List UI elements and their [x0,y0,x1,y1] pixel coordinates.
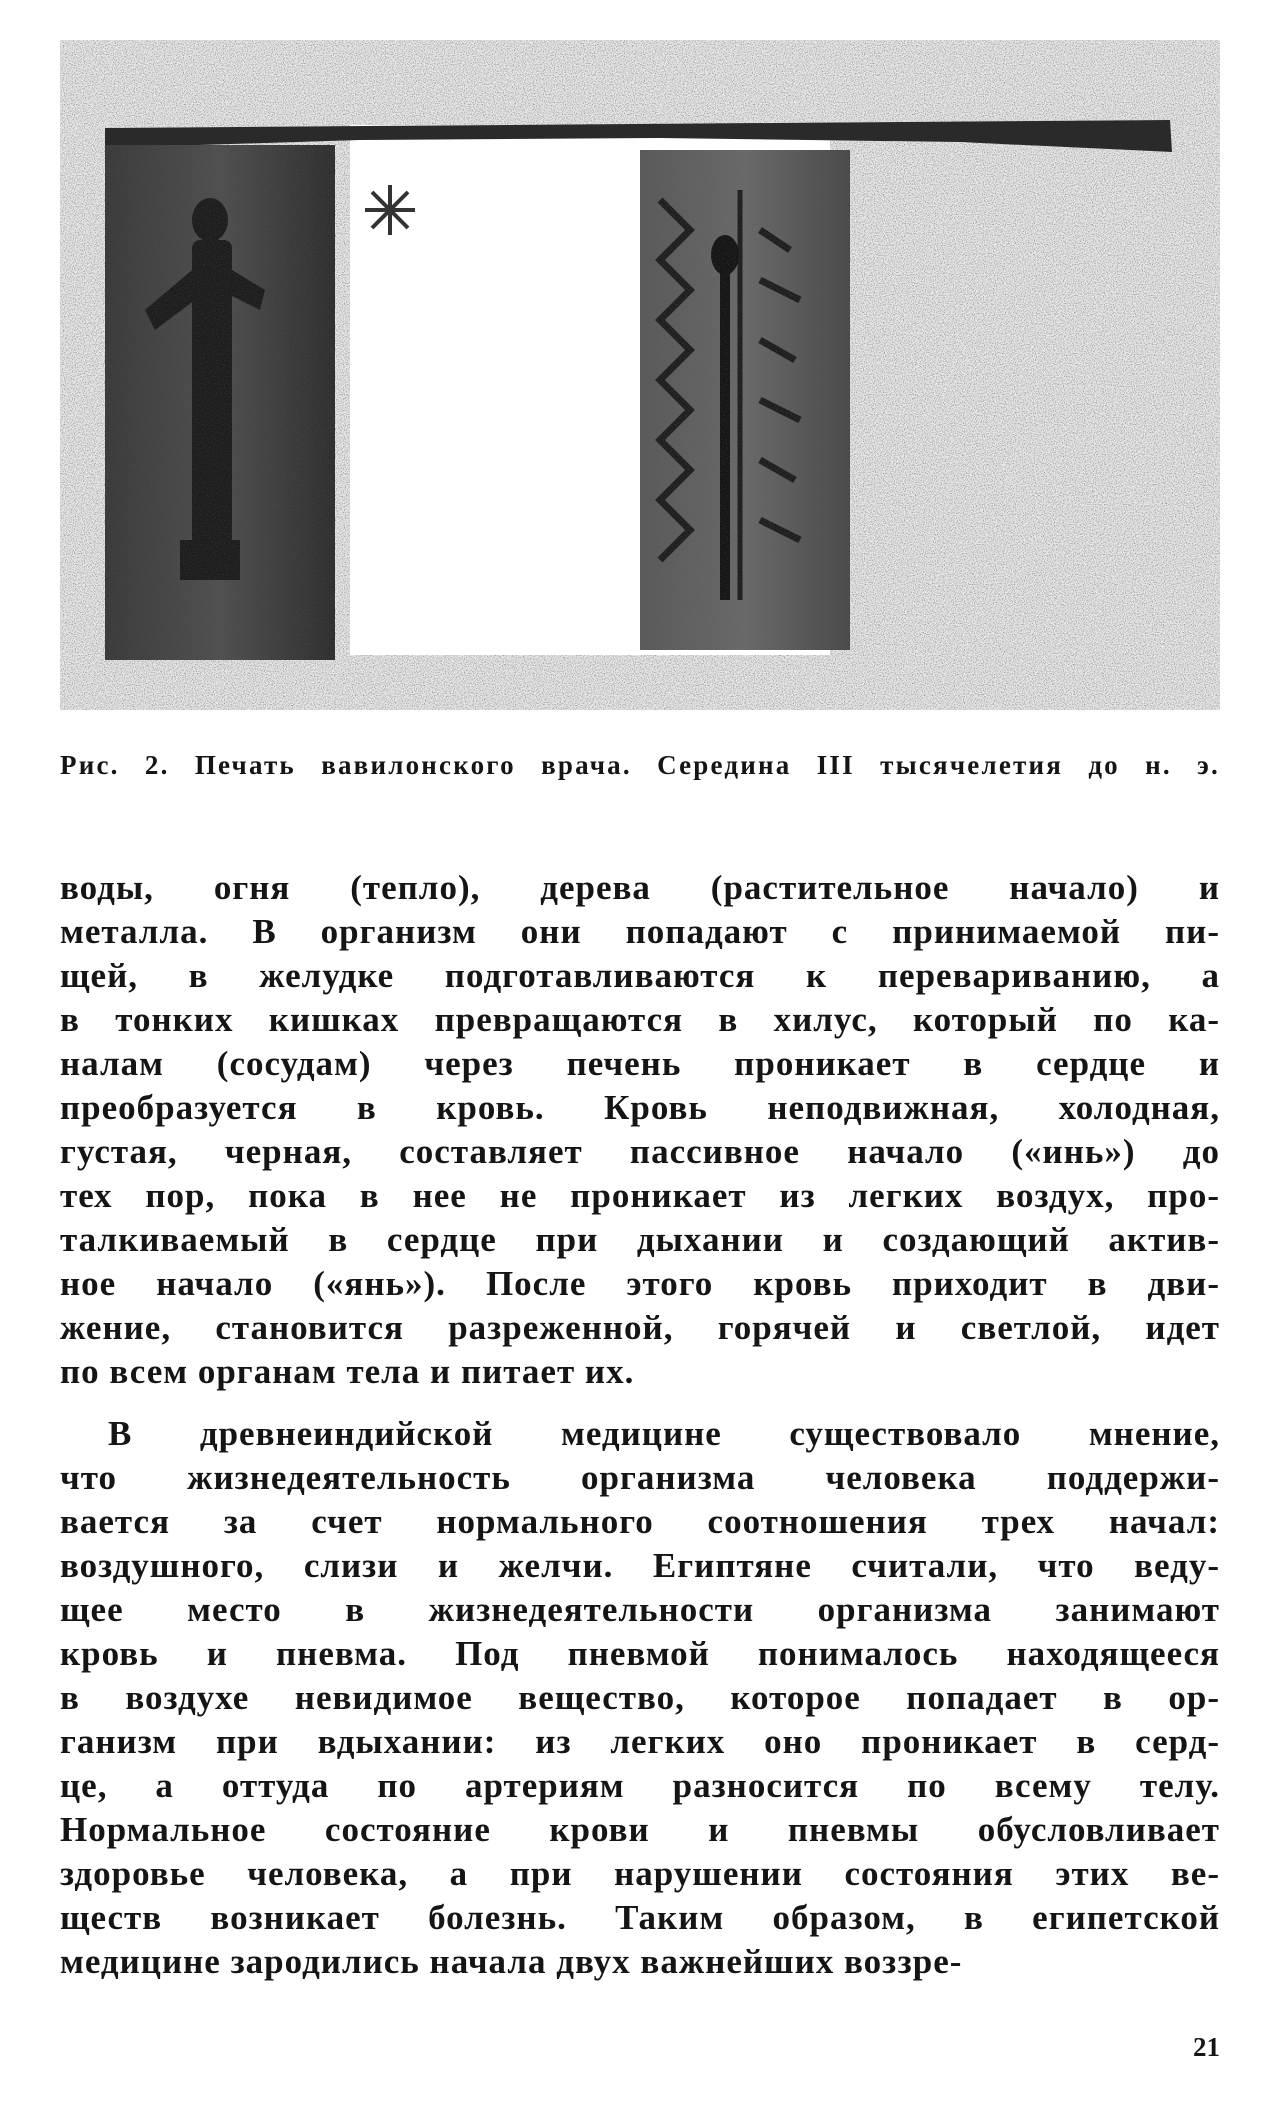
text-line: ществ возникает болезнь. Таким образом, в египетской [60,1898,1220,1937]
text-line: преобразуется в кровь. Кровь неподвижная, холодная, [60,1088,1220,1127]
text-line: воздушного, слизи и желчи. Египтяне считали, что веду- [60,1546,1220,1585]
text-line: Нормальное состояние крови и пневмы обусловливает [60,1810,1220,1849]
text-line: медицине зародились начала двух важнейших воззре- [60,1942,963,1981]
text-line: в воздухе невидимое вещество, которое попадает в ор- [60,1678,1220,1717]
text-line: щее место в жизнедеятельности организма занимают [60,1590,1220,1629]
text-line: налам (сосудам) через печень проникает в сердце и [60,1044,1220,1083]
text-line: В древнеиндийской медицине существовало мнение, [108,1414,1220,1453]
text-line: воды, огня (тепло), дерева (растительное начало) и [60,868,1220,907]
text-line: вается за счет нормального соотношения трех начал: [60,1502,1220,1541]
text-line: густая, черная, составляет пассивное начало («инь») до [60,1132,1220,1171]
star-symbol [365,185,415,235]
text-line: ганизм при вдыхании: из легких оно проникает в серд- [60,1722,1220,1761]
seal-impression-image [60,40,1220,710]
text-line: талкиваемый в сердце при дыхании и создающий актив- [60,1220,1220,1259]
text-line: жение, становится разреженной, горячей и светлой, идет [60,1308,1220,1347]
text-line: металла. В организм они попадают с принимаемой пи- [60,912,1220,951]
text-line: ное начало («янь»). После этого кровь приходит в дви- [60,1264,1220,1303]
text-line: по всем органам тела и питает их. [60,1352,635,1391]
text-line: тех пор, пока в нее не проникает из легких воздух, про- [60,1176,1220,1215]
text-line: в тонких кишках превращаются в хилус, который по ка- [60,1000,1220,1039]
text-line: щей, в желудке подготавливаются к перевариванию, а [60,956,1220,995]
text-line: что жизнедеятельность организма человека поддержи- [60,1458,1220,1497]
text-line: це, а оттуда по артериям разносится по всему телу. [60,1766,1220,1805]
text-line: здоровье человека, а при нарушении состояния этих ве- [60,1854,1220,1893]
paragraph-gap [60,1394,1220,1412]
text-line: кровь и пневма. Под пневмой понималось находящееся [60,1634,1220,1673]
page-number: 21 [1193,2032,1220,2062]
figure-caption: Рис. 2. Печать вавилонского врача. Середина III тысячелетия до н. э. [60,750,1220,780]
figure-babylonian-seal [60,40,1220,710]
body-text [60,866,1220,1984]
